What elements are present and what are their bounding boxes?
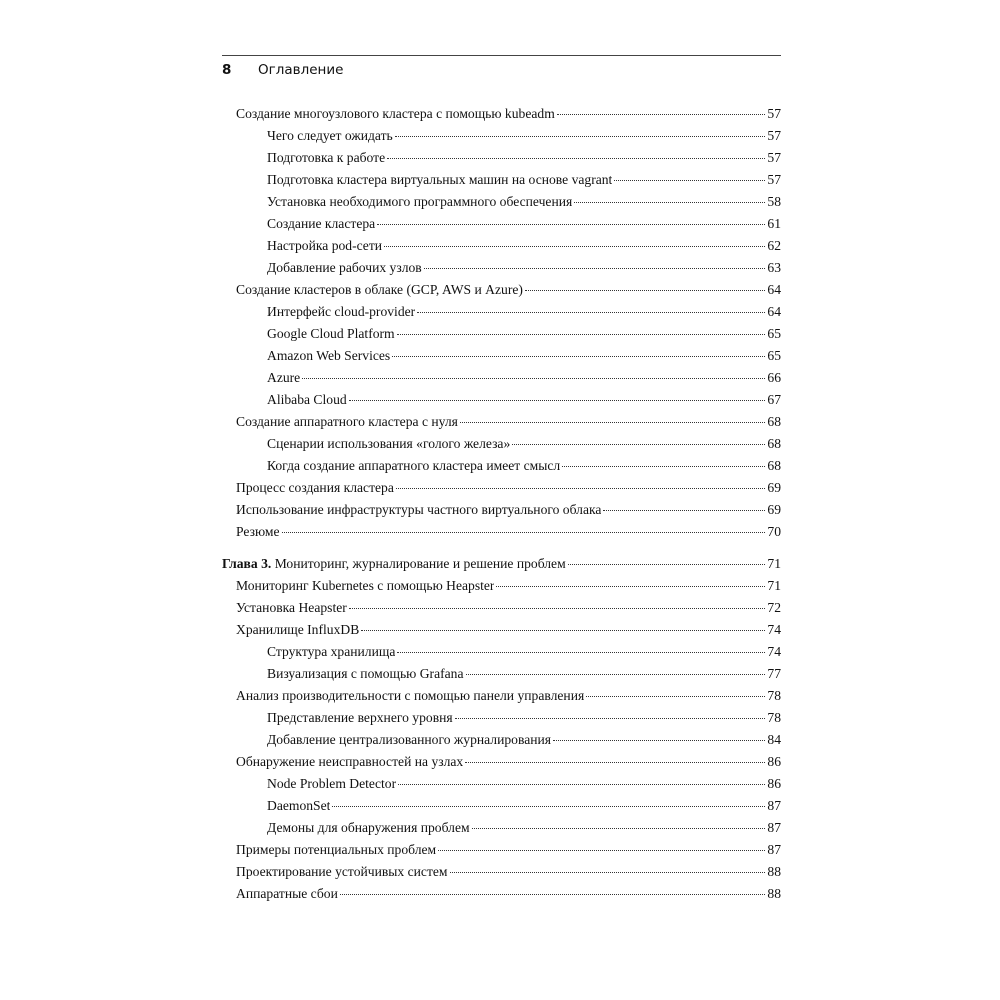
toc-entry-page: 87 — [767, 798, 781, 813]
toc-entry — [267, 641, 781, 663]
toc-entry-page: 70 — [767, 524, 781, 539]
toc-entry-title: Azure — [267, 370, 301, 385]
toc-entry-page: 71 — [767, 578, 781, 593]
toc-entry-page: 68 — [767, 414, 781, 429]
dot-leader — [302, 378, 765, 379]
toc-entry-page: 58 — [767, 194, 781, 209]
toc-entry-page: 71 — [767, 556, 781, 571]
dot-leader — [361, 630, 765, 631]
toc-entry-title: Подготовка к работе — [267, 150, 386, 165]
dot-leader — [562, 466, 765, 467]
toc-entry — [267, 191, 781, 213]
toc-entry — [236, 477, 781, 499]
toc-entry — [267, 323, 781, 345]
toc-entry-page: 63 — [767, 260, 781, 275]
toc-entry-title: Добавление централизованного журналирования — [267, 732, 552, 747]
dot-leader — [332, 806, 765, 807]
toc-entry-title: Мониторинг Kubernetes с помощью Heapster — [236, 578, 495, 593]
toc-entry — [267, 301, 781, 323]
dot-leader — [377, 224, 765, 225]
toc-entry-page: 67 — [767, 392, 781, 407]
dot-leader — [392, 356, 765, 357]
toc-entry-title: Установка Heapster — [236, 600, 347, 615]
toc-entry-page: 74 — [767, 644, 781, 659]
toc-chapter-entry — [222, 553, 781, 575]
toc-entry — [267, 795, 781, 817]
toc-entry-title: Демоны для обнаружения проблем — [267, 820, 470, 835]
toc-entry — [236, 861, 781, 883]
toc-entry-page: 64 — [767, 304, 781, 319]
toc-entry-page: 57 — [767, 106, 781, 121]
toc-entry-page: 68 — [767, 436, 781, 451]
dot-leader — [397, 652, 765, 653]
toc-entry — [236, 839, 781, 861]
dot-leader — [568, 564, 766, 565]
toc-entry-title: Установка необходимого программного обеспечения — [267, 194, 573, 209]
toc-entry-page: 68 — [767, 458, 781, 473]
toc-entry-page: 74 — [767, 622, 781, 637]
toc-entry — [236, 279, 781, 301]
toc-entry — [267, 773, 781, 795]
toc-entry-title: Хранилище InfluxDB — [236, 622, 360, 637]
dot-leader — [614, 180, 765, 181]
toc-entry — [267, 213, 781, 235]
toc-entry — [267, 257, 781, 279]
toc-entry-title: Использование инфраструктуры частного виртуального облака — [236, 502, 602, 517]
toc-entry-page: 88 — [767, 886, 781, 901]
toc-entry-title: Создание кластера — [267, 216, 376, 231]
toc-entry-page: 57 — [767, 150, 781, 165]
toc-entry-title: Amazon Web Services — [267, 348, 391, 363]
dot-leader — [395, 136, 766, 137]
dot-leader — [397, 334, 766, 335]
toc-entry-title: Примеры потенциальных проблем — [236, 842, 437, 857]
dot-leader — [465, 762, 765, 763]
toc-entry-title: Представление верхнего уровня — [267, 710, 453, 725]
toc-entry-title: Настройка pod-сети — [267, 238, 383, 253]
toc-entry — [236, 597, 781, 619]
dot-leader — [472, 828, 766, 829]
toc-entry — [236, 619, 781, 641]
page-number: 8 — [222, 62, 232, 78]
toc-entry — [236, 685, 781, 707]
toc-entry — [267, 345, 781, 367]
toc-entry — [267, 455, 781, 477]
dot-leader — [424, 268, 766, 269]
toc-entry-title: Анализ производительности с помощью панели управления — [236, 688, 585, 703]
toc-entry-title: DaemonSet — [267, 798, 331, 813]
toc-entry-title: Подготовка кластера виртуальных машин на основе vagrant — [267, 172, 613, 187]
toc-entry — [236, 411, 781, 433]
toc-entry — [236, 751, 781, 773]
toc-entry-title: Создание аппаратного кластера с нуля — [236, 414, 458, 429]
dot-leader — [349, 400, 766, 401]
toc-entry — [267, 389, 781, 411]
toc-entry-title: Структура хранилища — [267, 644, 396, 659]
dot-leader — [282, 532, 766, 533]
toc-entry — [267, 367, 781, 389]
toc-entry-title — [222, 553, 566, 575]
toc-entry-page: 88 — [767, 864, 781, 879]
toc-entry — [267, 125, 781, 147]
toc-entry-page: 77 — [767, 666, 781, 681]
chapter-title: Мониторинг, журналирование и решение проблем — [274, 556, 566, 571]
dot-leader — [574, 202, 765, 203]
dot-leader — [496, 586, 765, 587]
toc-entry-title: Аппаратные сбои — [236, 886, 338, 901]
dot-leader — [340, 894, 766, 895]
toc-entry-page: 86 — [767, 754, 781, 769]
dot-leader — [417, 312, 765, 313]
toc-entry-page: 86 — [767, 776, 781, 791]
toc-entry-page: 84 — [767, 732, 781, 747]
chapter-label: Глава 3. — [222, 556, 272, 571]
toc-entry — [267, 235, 781, 257]
toc-entry-title: Сценарии использования «голого железа» — [267, 436, 511, 451]
toc-entry-page: 87 — [767, 820, 781, 835]
toc-entry — [236, 521, 781, 543]
toc-entry-page: 78 — [767, 710, 781, 725]
toc-entry-page: 65 — [767, 326, 781, 341]
toc-entry-page: 87 — [767, 842, 781, 857]
toc-entry — [236, 499, 781, 521]
dot-leader — [466, 674, 766, 675]
toc-entry-title: Обнаружение неисправностей на узлах — [236, 754, 464, 769]
dot-leader — [603, 510, 765, 511]
dot-leader — [553, 740, 765, 741]
toc-entry-page: 72 — [767, 600, 781, 615]
toc-entry-title: Node Problem Detector — [267, 776, 397, 791]
toc-entry-page: 66 — [767, 370, 781, 385]
dot-leader — [450, 872, 766, 873]
toc-entry-title: Визуализация с помощью Grafana — [267, 666, 464, 681]
toc-entry-title: Добавление рабочих узлов — [267, 260, 422, 275]
running-title: Оглавление — [258, 62, 344, 78]
toc-entry-page: 62 — [767, 238, 781, 253]
toc-entry-page: 78 — [767, 688, 781, 703]
toc-entry — [267, 729, 781, 751]
dot-leader — [460, 422, 766, 423]
toc-entry — [236, 883, 781, 905]
toc-entry-page: 69 — [767, 502, 781, 517]
toc-entry-title: Когда создание аппаратного кластера имеет смысл — [267, 458, 561, 473]
dot-leader — [586, 696, 765, 697]
dot-leader — [387, 158, 765, 159]
toc-entry — [267, 707, 781, 729]
dot-leader — [557, 114, 766, 115]
toc-entry-title: Чего следует ожидать — [267, 128, 393, 143]
toc-entry-title: Проектирование устойчивых систем — [236, 864, 448, 879]
toc-entry — [236, 575, 781, 597]
dot-leader — [455, 718, 766, 719]
dot-leader — [525, 290, 766, 291]
toc-entry-page: 61 — [767, 216, 781, 231]
toc-entry-title: Процесс создания кластера — [236, 480, 394, 495]
toc-entry — [267, 817, 781, 839]
toc-entry-title: Google Cloud Platform — [267, 326, 395, 341]
toc-entry — [267, 169, 781, 191]
toc-entry-page: 64 — [767, 282, 781, 297]
toc-entry-title: Интерфейс cloud-provider — [267, 304, 416, 319]
dot-leader — [438, 850, 765, 851]
toc-entry — [267, 433, 781, 455]
dot-leader — [349, 608, 766, 609]
toc-entry-title: Резюме — [236, 524, 280, 539]
dot-leader — [512, 444, 765, 445]
toc-entry-page: 57 — [767, 128, 781, 143]
toc-entry-title: Alibaba Cloud — [267, 392, 347, 407]
toc-entry — [267, 147, 781, 169]
dot-leader — [398, 784, 765, 785]
toc-entry-page: 65 — [767, 348, 781, 363]
dot-leader — [396, 488, 766, 489]
toc-entry-title: Создание кластеров в облаке (GCP, AWS и Azure) — [236, 282, 523, 297]
toc-entry — [267, 663, 781, 685]
toc-entry-page: 69 — [767, 480, 781, 495]
toc-entry-page: 57 — [767, 172, 781, 187]
toc-entry-title: Создание многоузлового кластера с помощью kubeadm — [236, 106, 555, 121]
toc-entry — [236, 103, 781, 125]
dot-leader — [384, 246, 765, 247]
